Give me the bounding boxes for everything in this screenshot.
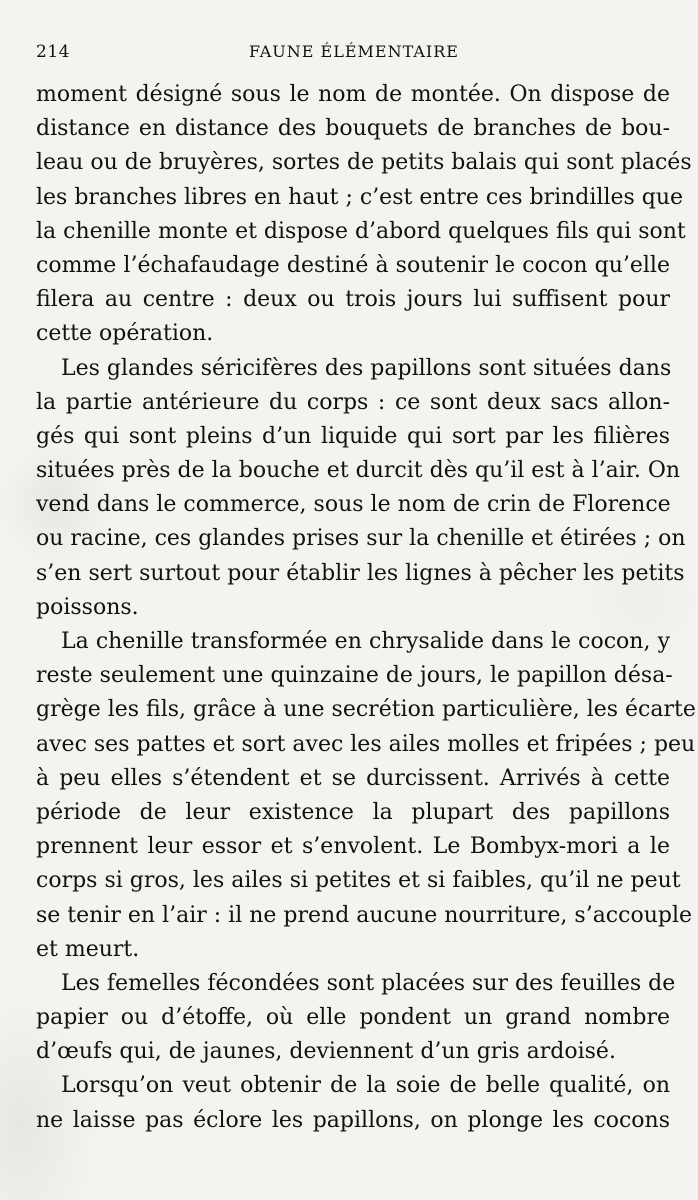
- paragraph: [36, 967, 676, 1070]
- text-line: ne laisse pas éclore les papillons, on plonge les cocons: [36, 1107, 670, 1133]
- page-number: 214: [36, 42, 70, 62]
- text-line: comme l’échafaudage destiné à soutenir le cocon qu’elle: [36, 252, 670, 278]
- text-line: moment désigné sous le nom de montée. On dispose de: [36, 82, 670, 107]
- text-line: grège les fils, grâce à une secrétion particulière, les écarte: [36, 697, 696, 723]
- text-line: à peu elles s’étendent et se durcissent. Arrivés à cette: [36, 765, 670, 791]
- paragraph: [36, 625, 696, 967]
- text-line: se tenir en l’air : il ne prend aucune nourriture, s’accouple: [36, 902, 693, 928]
- text-line: situées près de la bouche et durcit dès qu’il est à l’air. On: [36, 458, 681, 484]
- text-line: s’en sert surtout pour établir les lignes à pêcher les petits: [36, 560, 685, 586]
- text-line: cette opération.: [36, 321, 214, 347]
- text-line: prennent leur essor et s’envolent. Le Bombyx-mori a le: [36, 834, 670, 860]
- text-line: les branches libres en haut ; c’est entre ces brindilles que: [36, 184, 684, 210]
- paragraph: [36, 352, 686, 626]
- text-line: période de leur existence la plupart des papillons: [36, 799, 670, 825]
- text-line: d’œufs qui, de jaunes, deviennent d’un gris ardoisé.: [36, 1039, 616, 1065]
- text-line: reste seulement une quinzaine de jours, le papillon désa-: [36, 663, 673, 689]
- text-line: papier ou d’étoffe, où elle pondent un grand nombre: [36, 1005, 670, 1031]
- running-title: FAUNE ÉLÉMENTAIRE: [249, 42, 459, 61]
- text-line: distance en distance des bouquets de branches de bou-: [36, 116, 670, 142]
- text-line: filera au centre : deux ou trois jours lui suffisent pour: [36, 287, 670, 313]
- text-line: gés qui sont pleins d’un liquide qui sort par les filières: [36, 423, 670, 449]
- text-line: vend dans le commerce, sous le nom de crin de Florence: [36, 492, 671, 518]
- text-line: la chenille monte et dispose d’abord quelques fils qui sont: [36, 218, 686, 244]
- text-line: ou racine, ces glandes prises sur la chenille et étirées ; on: [36, 526, 686, 552]
- text-line: Les femelles fécondées sont placées sur des feuilles de: [61, 970, 676, 996]
- text-line: la partie antérieure du corps : ce sont deux sacs allon-: [36, 389, 670, 415]
- page-header: [36, 42, 672, 68]
- text-line: avec ses pattes et sort avec les ailes molles et fripées ; peu: [36, 731, 696, 757]
- paragraph: [36, 1069, 670, 1137]
- body-text: [36, 78, 696, 1138]
- text-line: Les glandes séricifères des papillons sont situées dans: [61, 355, 672, 381]
- text-line: et meurt.: [36, 936, 140, 962]
- text-line: leau ou de bruyères, sortes de petits balais qui sont placés: [36, 150, 692, 176]
- paragraph: [36, 78, 692, 352]
- text-line: corps si gros, les ailes si petites et si faibles, qu’il ne peut: [36, 868, 681, 894]
- text-line: poissons.: [36, 594, 139, 620]
- text-line: La chenille transformée en chrysalide dans le cocon, y: [61, 629, 670, 654]
- text-line: Lorsqu’on veut obtenir de la soie de belle qualité, on: [61, 1073, 670, 1099]
